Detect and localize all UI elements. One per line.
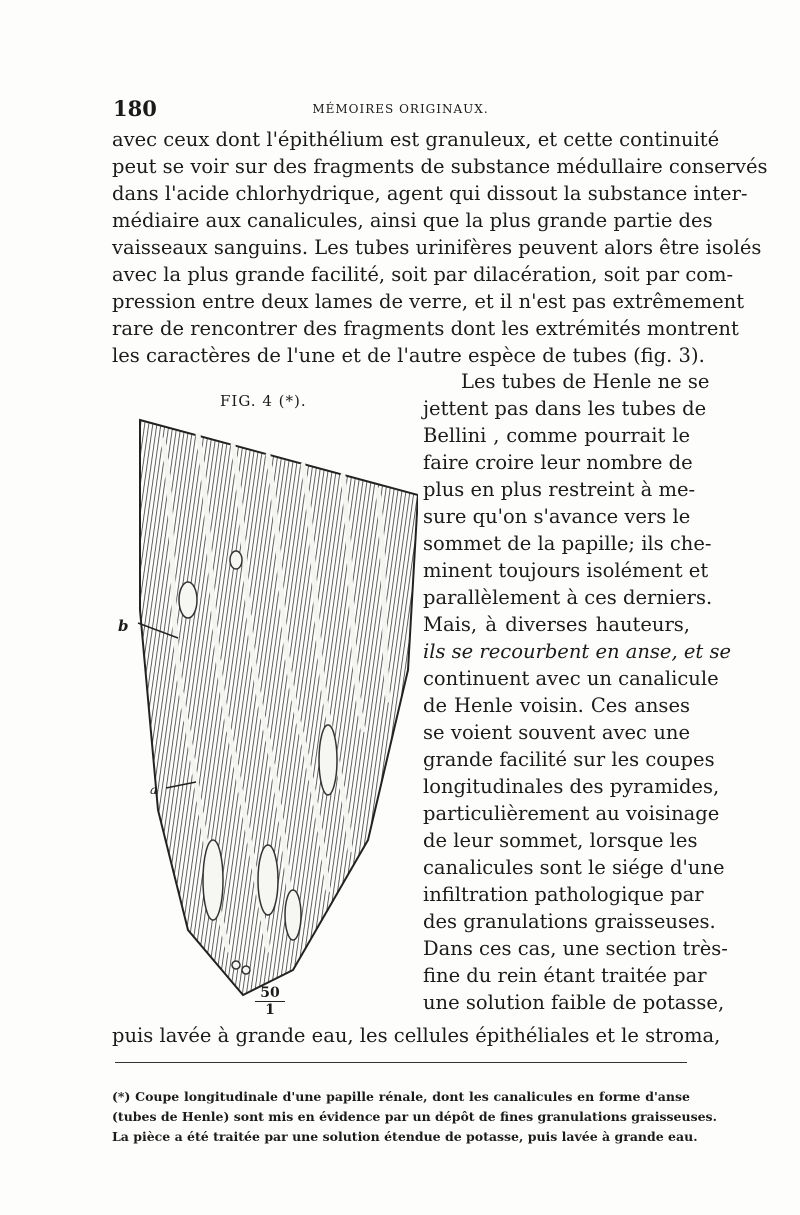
column-line: fine du rein étant traitée par — [423, 964, 707, 987]
column-line: sure qu'on s'avance vers le — [423, 505, 691, 528]
figure-label-b: b — [118, 617, 129, 635]
column-line: Bellini , comme pourrait le — [423, 424, 690, 447]
body-line: avec la plus grande facilité, soit par dilacération, soit par com- — [112, 263, 734, 286]
footnote-line: (tubes de Henle) sont mis en évidence par un dépôt de fines granulations graisseuses. — [112, 1109, 717, 1124]
footnote — [112, 1087, 717, 1147]
body-line: les caractères de l'une et de l'autre espèce de tubes (fig. 3). — [112, 344, 705, 367]
body-line: rare de rencontrer des fragments dont les extrémités montrent — [112, 317, 739, 340]
column-line: des granulations graisseuses. — [423, 910, 716, 933]
page-number: 180 — [113, 96, 157, 121]
figure-caption: FIG. 4 (*). — [220, 392, 307, 410]
right-column-text — [423, 368, 731, 1016]
column-line: grande facilité sur les coupes — [423, 748, 715, 771]
column-line: une solution faible de potasse, — [423, 991, 725, 1014]
column-line: plus en plus restreint à me- — [423, 478, 696, 501]
column-line: canalicules sont le siége d'une — [423, 856, 725, 879]
running-title: MÉMOIRES ORIGINAUX. — [312, 102, 489, 116]
column-line: de leur sommet, lorsque les — [423, 829, 698, 852]
column-line: jettent pas dans les tubes de — [423, 397, 707, 420]
body-line: médiaire aux canalicules, ainsi que la plus grande partie des — [112, 209, 713, 232]
body-line: avec ceux dont l'épithélium est granuleux, et cette continuité — [112, 128, 720, 151]
column-line: faire croire leur nombre de — [423, 451, 693, 474]
column-line: Dans ces cas, une section très- — [423, 937, 728, 960]
scale-numerator: 50 — [255, 985, 285, 1002]
footnote-line: (*) Coupe longitudinale d'une papille rénale, dont les canalicules en forme d'anse — [112, 1089, 690, 1104]
column-line-italic: ils se recourbent en anse, et se — [423, 640, 731, 663]
column-line: particulièrement au voisinage — [423, 802, 720, 825]
column-line: sommet de la papille; ils che- — [423, 532, 712, 555]
body-line: peut se voir sur des fragments de substance médullaire conservés — [112, 155, 768, 178]
column-line: Les tubes de Henle ne se — [461, 370, 710, 393]
scale-denominator: 1 — [265, 1002, 275, 1018]
column-line: longitudinales des pyramides, — [423, 775, 720, 798]
footnote-line: La pièce a été traitée par une solution étendue de potasse, puis lavée à grande eau. — [112, 1129, 698, 1144]
column-line: se voient souvent avec une — [423, 721, 690, 744]
figure-label-a: a — [150, 783, 158, 797]
column-line: minent toujours isolément et — [423, 559, 709, 582]
column-line: de Henle voisin. Ces anses — [423, 694, 690, 717]
column-line: infiltration pathologique par — [423, 883, 704, 906]
body-line: puis lavée à grande eau, les cellules épithéliales et le stroma, — [112, 1024, 721, 1047]
column-line: parallèlement à ces derniers. — [423, 586, 713, 609]
body-line: vaisseaux sanguins. Les tubes urinifères peuvent alors être isolés — [112, 236, 762, 259]
page-header — [113, 96, 688, 124]
footnote-divider — [115, 1062, 687, 1063]
body-line: dans l'acide chlorhydrique, agent qui dissout la substance inter- — [112, 182, 748, 205]
magnification-scale — [255, 985, 285, 1018]
kidney-papilla-illustration — [118, 410, 418, 1000]
main-paragraph — [112, 126, 768, 369]
body-line: pression entre deux lames de verre, et il n'est pas extrêmement — [112, 290, 745, 313]
column-line: continuent avec un canalicule — [423, 667, 719, 690]
final-text-line — [112, 1022, 721, 1049]
column-line: Mais, à diverses hauteurs, — [423, 613, 690, 636]
